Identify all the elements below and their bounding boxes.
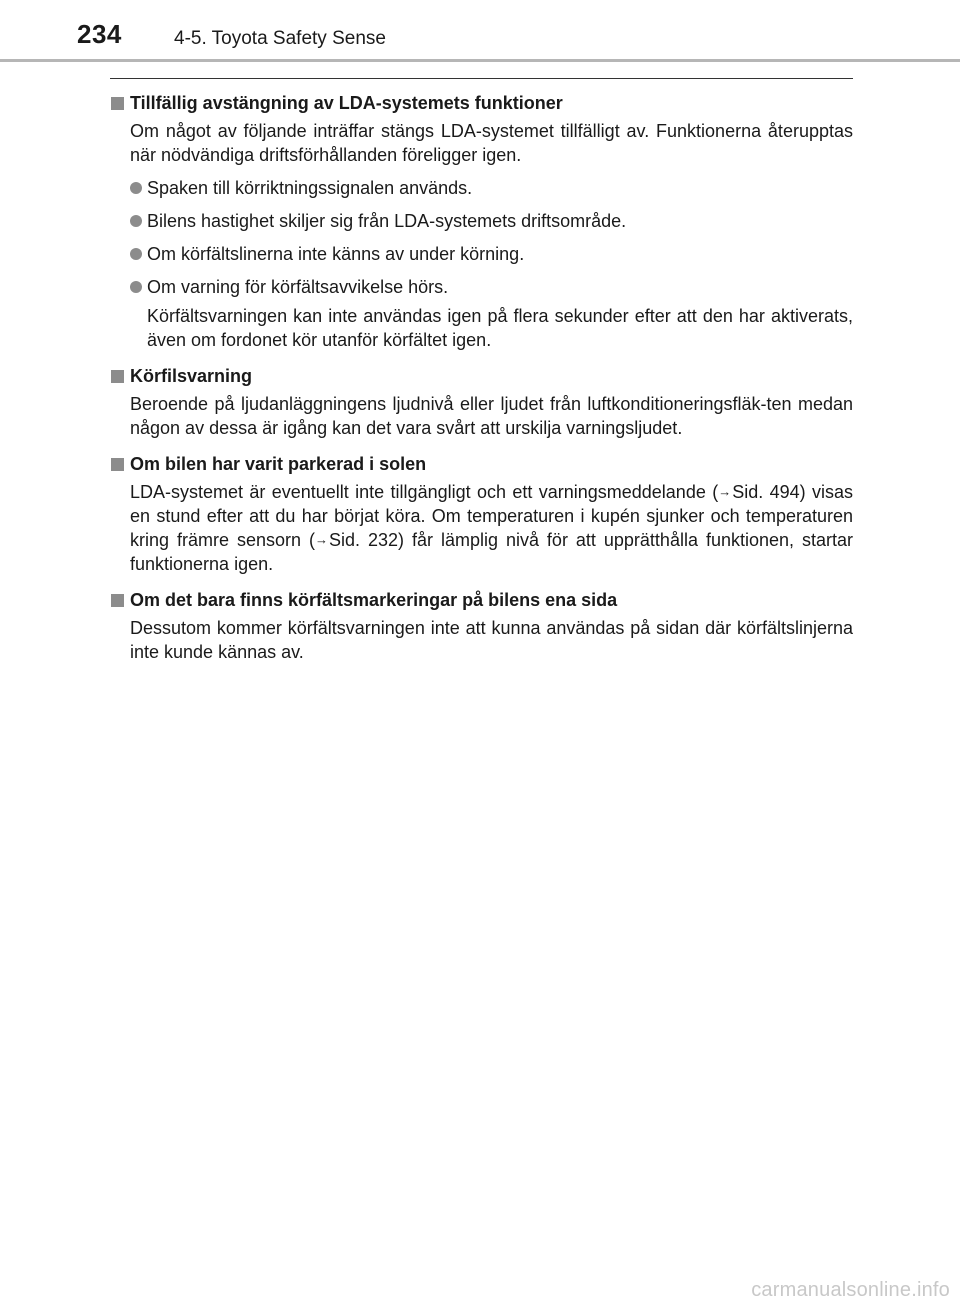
section-paragraph: Beroende på ljudanläggningens ljudnivå eller ljudet från luftkonditioneringsfläk-ten medan någon av dessa är igång kan det vara svårt att urskilja varningsljudet. (130, 394, 853, 438)
round-bullet-icon (130, 281, 142, 293)
paragraph-text: ) får lämplig nivå för att upprätthålla funktionen, startar funktionerna igen. (130, 530, 853, 574)
section-parked-in-sun (110, 452, 853, 576)
section-one-side-markings (110, 588, 853, 664)
section-heading-text: Om bilen har varit parkerad i solen (130, 454, 427, 474)
section-paragraph: Dessutom kommer körfältsvarningen inte att kunna användas på sidan där körfältslinjerna inte kunde kännas av. (130, 618, 853, 662)
page-reference-link[interactable]: Sid. 494 (732, 482, 800, 502)
section-heading-text: Om det bara finns körfältsmarkeringar på bilens ena sida (130, 590, 618, 610)
round-bullet-icon (130, 215, 142, 227)
list-item (130, 275, 853, 299)
watermark: carmanualsonline.info (751, 1279, 950, 1301)
section-heading-text: Körfilsvarning (130, 366, 253, 386)
section-paragraph (130, 480, 853, 576)
section-heading (110, 364, 853, 388)
paragraph-text: ) visas en stund efter att du har börjat köra. Om temperaturen i kupén sjunker och temperaturen kring främre sensorn ( (130, 482, 853, 550)
arrow-right-icon: → (314, 532, 328, 547)
square-bullet-icon (111, 594, 124, 607)
list-item-text: Spaken till körriktningssignalen används. (147, 178, 473, 198)
list-item-text: Om varning för körfältsavvikelse hörs. (147, 277, 449, 297)
section-heading (110, 452, 853, 476)
section-lane-warning (110, 364, 853, 440)
section-temporary-shutdown (110, 91, 853, 352)
chapter-title: 4-5. Toyota Safety Sense (174, 28, 386, 49)
page-number: 234 (77, 19, 122, 49)
round-bullet-icon (130, 182, 142, 194)
header-rule (0, 59, 960, 62)
page-content (110, 78, 853, 664)
section-paragraph: Om något av följande inträffar stängs LDA-systemet tillfälligt av. Funktionerna återupptas när nödvändiga driftsförhållanden föreligger igen. (130, 121, 853, 165)
arrow-right-icon: → (718, 484, 732, 499)
list-item-text: Om körfältslinerna inte känns av under körning. (147, 244, 525, 264)
square-bullet-icon (111, 97, 124, 110)
page-reference-link[interactable]: Sid. 232 (328, 530, 398, 550)
list-item (130, 176, 853, 200)
paragraph-text: LDA-systemet är eventuellt inte tillgängligt och ett varningsmeddelande ( (130, 482, 719, 502)
section-heading (110, 588, 853, 612)
section-heading (110, 91, 853, 115)
square-bullet-icon (111, 370, 124, 383)
list-item (130, 242, 853, 266)
bullet-note: Körfältsvarningen kan inte användas igen på flera sekunder efter att den har aktiverats, även om fordonet kör utanför körfältet igen. (147, 306, 853, 350)
round-bullet-icon (130, 248, 142, 260)
section-heading-text: Tillfällig avstängning av LDA-systemets funktioner (130, 93, 563, 113)
list-item (130, 209, 853, 233)
square-bullet-icon (111, 458, 124, 471)
page-header (0, 0, 960, 66)
list-item-text: Bilens hastighet skiljer sig från LDA-systemets driftsområde. (147, 211, 627, 231)
